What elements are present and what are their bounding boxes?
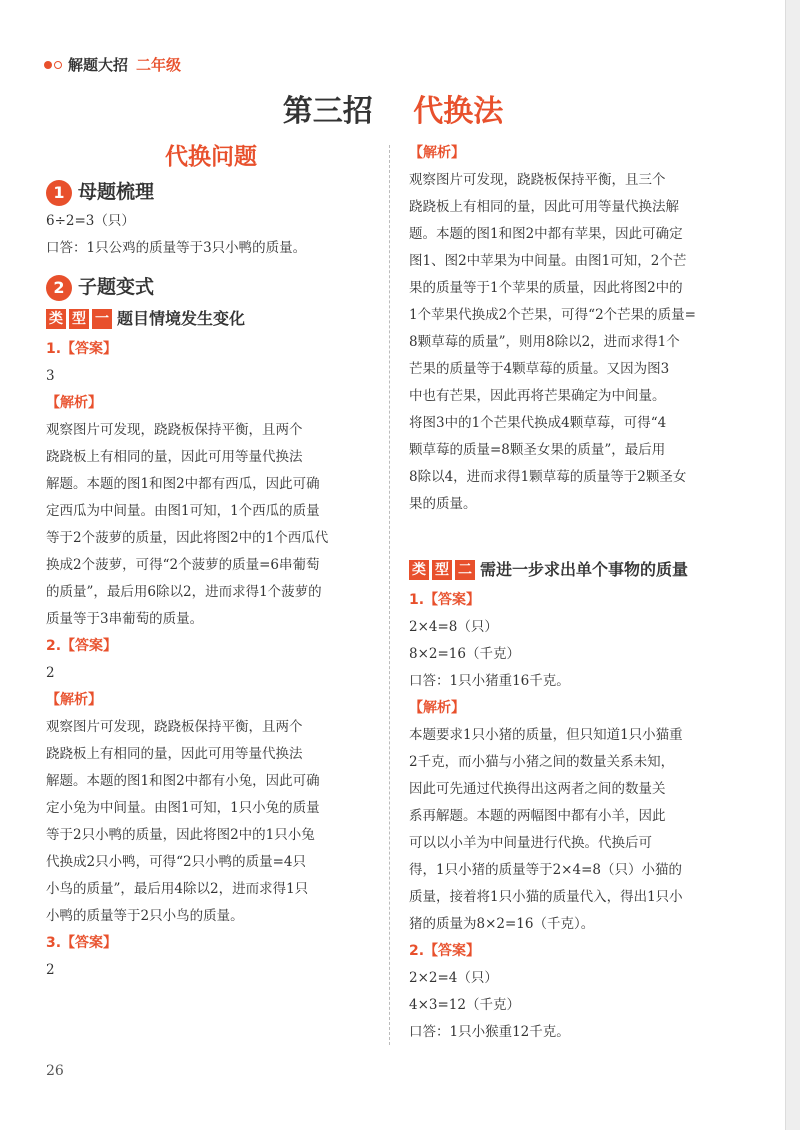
text-line: 换成2个菠萝，可得“2个菠萝的质量=6串葡萄 xyxy=(46,557,320,573)
answer-value: 3 xyxy=(46,368,55,384)
type-tag: 一 xyxy=(92,309,112,329)
type-tag: 类 xyxy=(409,560,429,580)
text-line: 小鸭的质量等于2只小鸟的质量。 xyxy=(46,908,244,924)
chapter-name: 代换法 xyxy=(413,94,504,129)
text-line: 8除以4，进而求得1颗草莓的质量等于2颗圣女 xyxy=(409,469,687,485)
answer-label: 1.【答案】 xyxy=(46,341,118,357)
type-heading xyxy=(46,305,376,332)
text-line: 果的质量。 xyxy=(409,496,477,512)
text-line: 质量，接着将1只小猫的质量代入，得出1只小 xyxy=(409,889,683,905)
text-line: 跷跷板上有相同的量，因此可用等量代换法 xyxy=(46,449,303,465)
book-title: 解题大招 xyxy=(68,56,129,74)
text-line: 4×3=12（千克） xyxy=(409,997,520,1013)
text-line: 口答：1只小猴重12千克。 xyxy=(409,1024,570,1040)
column-divider xyxy=(389,145,390,1045)
text-line: 跷跷板上有相同的量，因此可用等量代换法 xyxy=(46,746,303,762)
text-line: 观察图片可发现，跷跷板保持平衡，且两个 xyxy=(46,422,303,438)
topic-title: 代换问题 xyxy=(165,144,257,170)
text-line: 观察图片可发现，跷跷板保持平衡，且三个 xyxy=(409,172,666,188)
type-title: 需进一步求出单个事物的质量 xyxy=(480,560,689,579)
text-line: 1个苹果代换成2个芒果，可得“2个芒果的质量= xyxy=(409,307,696,323)
text-line: 等于2只小鸭的质量，因此将图2中的1只小兔 xyxy=(46,827,315,843)
type-tag: 类 xyxy=(46,309,66,329)
text-line: 2千克，而小猫与小猪之间的数量关系未知， xyxy=(409,754,675,770)
running-header xyxy=(44,54,181,75)
header-dots-icon xyxy=(44,61,62,69)
text-line: 质量等于3串葡萄的质量。 xyxy=(46,611,204,627)
type-title: 题目情境发生变化 xyxy=(117,309,246,328)
type-tag: 型 xyxy=(432,560,452,580)
text-line: 2×4=8（只） xyxy=(409,619,498,635)
text-line: 2×2=4（只） xyxy=(409,970,498,986)
chapter-title xyxy=(0,86,786,130)
text-line: 代换成2只小鸭，可得“2只小鸭的质量=4只 xyxy=(46,854,306,870)
text-line: 等于2个菠萝的质量，因此将图2中的1个西瓜代 xyxy=(46,530,329,546)
answer-value: 2 xyxy=(46,962,55,978)
text-line: 定小兔为中间量。由图1可知，1只小兔的质量 xyxy=(46,800,320,816)
chapter-number: 第三招 xyxy=(282,94,373,129)
text-line: 可以以小羊为中间量进行代换。代换后可 xyxy=(409,835,652,851)
left-column xyxy=(46,140,376,984)
section-number-badge: 1 xyxy=(46,180,72,206)
text-line: 跷跷板上有相同的量，因此可用等量代换法解 xyxy=(409,199,679,215)
text-line: 口答：1只小猪重16千克。 xyxy=(409,673,570,689)
text-line: 的质量”，最后用6除以2，进而求得1个菠萝的 xyxy=(46,584,322,600)
text-line: 解题。本题的图1和图2中都有小兔，因此可确 xyxy=(46,773,320,789)
text-line: 观察图片可发现，跷跷板保持平衡，且两个 xyxy=(46,719,303,735)
answer-label: 2.【答案】 xyxy=(46,638,118,654)
text-line: 果的质量等于1个苹果的质量，因此将图2中的 xyxy=(409,280,683,296)
text-line: 本题要求1只小猪的质量，但只知道1只小猫重 xyxy=(409,727,683,743)
text-line: 中也有芒果，因此再将芒果确定为中间量。 xyxy=(409,388,666,404)
text-line: 系再解题。本题的两幅图中都有小羊，因此 xyxy=(409,808,666,824)
right-column xyxy=(409,140,739,1046)
answer-label: 2.【答案】 xyxy=(409,943,481,959)
type-tag: 型 xyxy=(69,309,89,329)
text-line: 6÷2=3（只） xyxy=(46,213,135,229)
text-line: 小鸟的质量”，最后用4除以2，进而求得1只 xyxy=(46,881,309,897)
answer-label: 3.【答案】 xyxy=(46,935,118,951)
text-line: 8颗草莓的质量”，则用8除以2，进而求得1个 xyxy=(409,334,680,350)
text-line: 图1、图2中苹果为中间量。由图1可知，2个芒 xyxy=(409,253,687,269)
analysis-label: 【解析】 xyxy=(409,145,465,161)
answer-label: 1.【答案】 xyxy=(409,592,481,608)
text-line: 芒果的质量等于4颗草莓的质量。又因为图3 xyxy=(409,361,670,377)
text-line: 颗草莓的质量=8颗圣女果的质量”，最后用 xyxy=(409,442,666,458)
answer-value: 2 xyxy=(46,665,55,681)
section-number-badge: 2 xyxy=(46,275,72,301)
text-line: 8×2=16（千克） xyxy=(409,646,520,662)
text-line: 猪的质量为8×2=16（千克）。 xyxy=(409,916,595,932)
text-line: 因此可先通过代换得出这两者之间的数量关 xyxy=(409,781,666,797)
text-line: 题。本题的图1和图2中都有苹果，因此可确定 xyxy=(409,226,683,242)
type-heading xyxy=(409,556,739,583)
analysis-label: 【解析】 xyxy=(46,395,102,411)
analysis-label: 【解析】 xyxy=(409,700,465,716)
text-line: 定西瓜为中间量。由图1可知，1个西瓜的质量 xyxy=(46,503,320,519)
analysis-label: 【解析】 xyxy=(46,692,102,708)
text-line: 得，1只小猪的质量等于2×4=8（只）小猫的 xyxy=(409,862,682,878)
section-title: 母题梳理 xyxy=(78,181,155,203)
page-edge xyxy=(785,0,800,1130)
type-tag: 二 xyxy=(455,560,475,580)
section-title: 子题变式 xyxy=(78,276,155,298)
page-number: 26 xyxy=(46,1063,64,1079)
grade-label: 二年级 xyxy=(136,56,182,74)
text-line: 将图3中的1个芒果代换成4颗草莓，可得“4 xyxy=(409,415,667,431)
section-variants xyxy=(46,274,376,301)
text-line: 口答：1只公鸡的质量等于3只小鸭的质量。 xyxy=(46,240,307,256)
text-line: 解题。本题的图1和图2中都有西瓜，因此可确 xyxy=(46,476,320,492)
section-mother-problem xyxy=(46,179,376,206)
